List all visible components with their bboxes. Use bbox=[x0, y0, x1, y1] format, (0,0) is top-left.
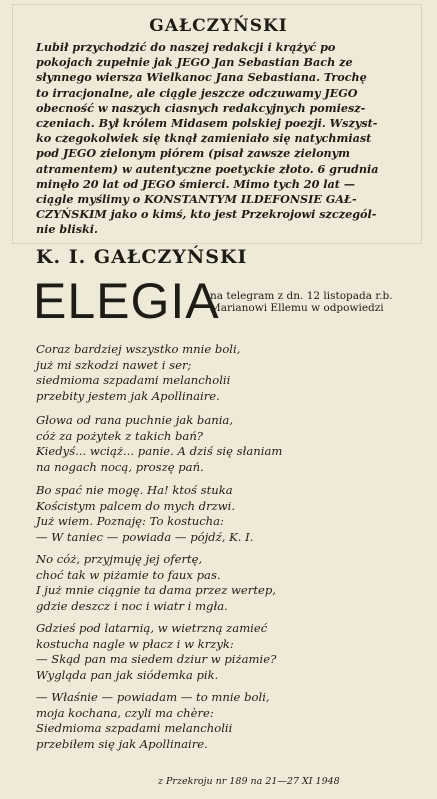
verse-line: Kościstym palcem do mych drzwi. bbox=[36, 498, 236, 513]
verse-line: — W taniec — powiada — pójdź, K. I. bbox=[36, 529, 254, 544]
verse-line: Głowa od rana puchnie jak bania, bbox=[36, 413, 234, 427]
intro-line: czeniach. Był królem Midasem polskiej poezji. Wszyst- bbox=[36, 116, 378, 131]
poem-stanza-1 bbox=[36, 342, 416, 404]
verse-line: gdzie deszcz i noc i wiatr i mgła. bbox=[36, 598, 228, 613]
intro-line: minęło 20 lat od JEGO śmierci. Mimo tych 20 lat — bbox=[36, 176, 356, 191]
intro-line: pod JEGO zielonym piórem (pisał zawsze zielonym bbox=[36, 146, 351, 161]
verse-line: Siedmioma szpadami melancholii bbox=[36, 721, 233, 735]
intro-line: to irracjonalne, ale ciągle jeszcze odczuwamy JEGO bbox=[36, 85, 358, 100]
intro-line: ko czegokolwiek się tknął zamieniało się natychmiast bbox=[36, 131, 372, 146]
verse-line: I już mnie ciągnie ta dama przez wertep, bbox=[36, 583, 276, 597]
verse-line: No cóż, przyjmuję jej ofertę, bbox=[36, 552, 203, 566]
verse-line: na nogach nocą, proszę pań. bbox=[36, 459, 204, 474]
verse-line: już mi szkodzi nawet i ser; bbox=[36, 357, 192, 372]
verse-line: Bo spać nie mogę. Ha! ktoś stuka bbox=[36, 483, 233, 497]
intro-line: Lubił przychodzić do naszej redakcji i krążyć po bbox=[36, 40, 336, 54]
verse-line: Kiedyś... wciąż... panie. A dziś się słaniam bbox=[36, 444, 283, 458]
dedication-line: na telegram z dn. 12 listopada r.b. bbox=[210, 290, 393, 302]
verse-line: kostucha nagle w płacz i w krzyk: bbox=[36, 636, 234, 651]
poem-title: ELEGIA bbox=[33, 273, 220, 329]
page-title: GAŁCZYŃSKI bbox=[149, 16, 288, 36]
poem-stanza-2 bbox=[36, 413, 416, 475]
poem-stanza-3 bbox=[36, 483, 416, 545]
intro-line: atramentem) w autentyczne poetyckie złoto. 6 grudnia bbox=[36, 161, 379, 176]
poem-author: K. I. GAŁCZYŃSKI bbox=[36, 246, 248, 268]
verse-line: przebiłem się jak Apollinaire. bbox=[36, 736, 208, 751]
verse-line: — Właśnie — powiadam — to mnie boli, bbox=[36, 690, 270, 704]
intro-line: pokojach zupełnie jak JEGO Jan Sebastian Bach ze bbox=[36, 55, 353, 70]
verse-line: moja kochana, czyli ma chère: bbox=[36, 705, 214, 720]
verse-line: przebity jestem jak Apollinaire. bbox=[36, 388, 220, 403]
verse-line: Już wiem. Poznaję: To kostucha: bbox=[36, 514, 224, 528]
verse-line: cóż za pożytek z takich bań? bbox=[36, 428, 204, 443]
intro-line: ciągle myślimy o KONSTANTYM ILDEFONSIE GAŁ- bbox=[36, 192, 357, 207]
verse-line: Wygląda pan jak siódemka pik. bbox=[36, 667, 219, 682]
verse-line: — Skąd pan ma siedem dziur w piżamie? bbox=[36, 652, 277, 666]
poem-stanza-6 bbox=[36, 690, 416, 752]
poem-stanza-4 bbox=[36, 552, 416, 614]
verse-line: Coraz bardziej wszystko mnie boli, bbox=[36, 342, 241, 356]
source-note: z Przekroju nr 189 na 21—27 XI 1948 bbox=[158, 776, 340, 787]
intro-line: CZYŃSKIM jako o kimś, kto jest Przekrojowi szczegól- bbox=[36, 207, 377, 222]
verse-line: siedmioma szpadami melancholii bbox=[36, 373, 231, 387]
intro-text bbox=[36, 40, 401, 238]
poem-dedication bbox=[210, 290, 420, 314]
intro-line: obecność w naszych ciasnych redakcyjnych pomiesz- bbox=[36, 100, 366, 115]
verse-line: Gdzieś pod latarnią, w wietrzną zamieć bbox=[36, 621, 268, 635]
dedication-line: Marianowi Ellemu w odpowiedzi bbox=[210, 302, 384, 314]
poem-stanza-5 bbox=[36, 621, 416, 683]
verse-line: choć tak w piżamie to faux pas. bbox=[36, 567, 221, 582]
intro-line: słynnego wiersza Wielkanoc Jana Sebastiana. Trochę bbox=[36, 70, 367, 85]
intro-line: nie bliski. bbox=[36, 222, 98, 237]
